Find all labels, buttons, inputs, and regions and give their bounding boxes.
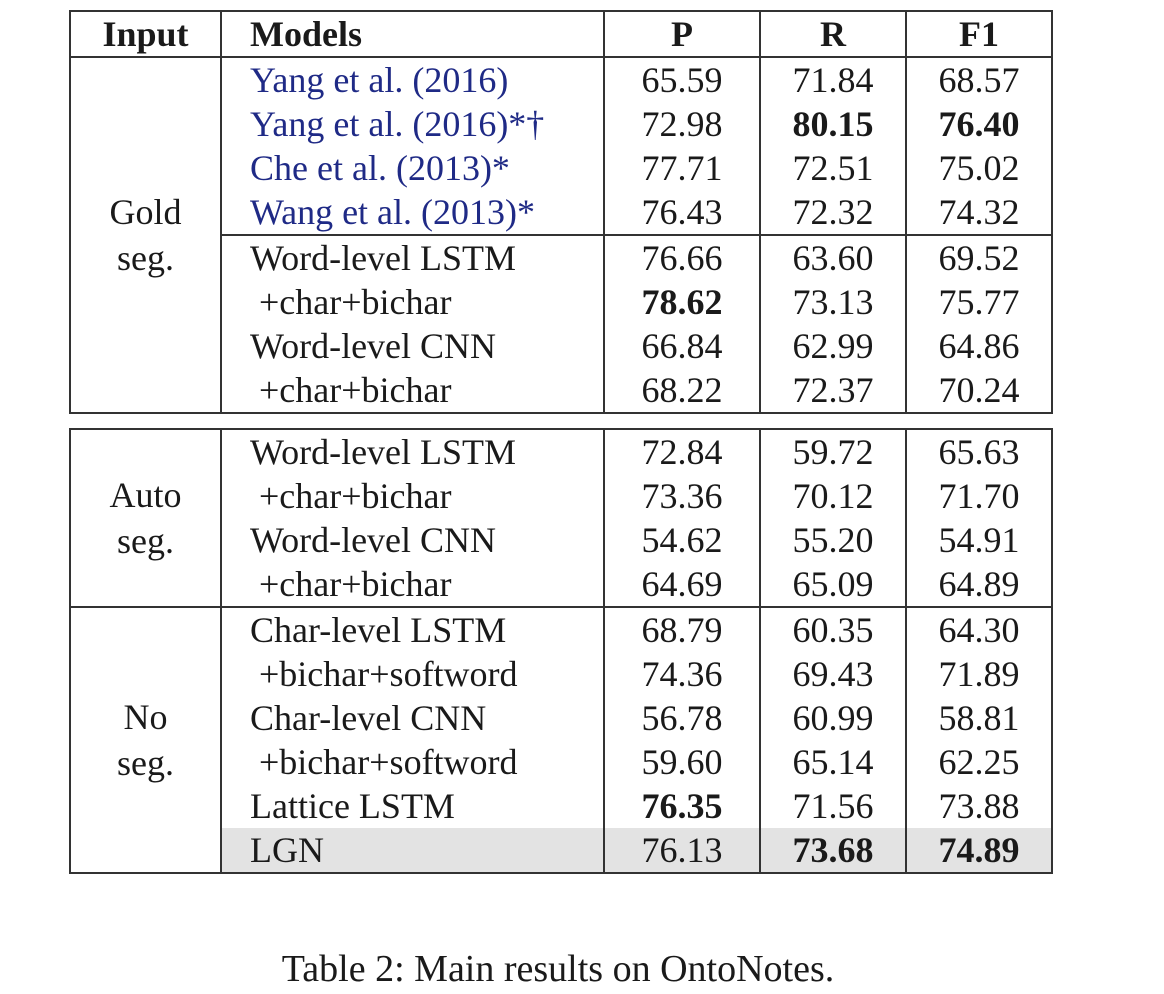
model-cell: Che et al. (2013)* [221,146,604,190]
model-cell: Word-level CNN [221,324,604,368]
r-cell: 60.99 [760,696,906,740]
table-caption: Table 2: Main results on OntoNotes. [281,948,835,990]
model-cell: +char+bichar [221,474,604,518]
p-cell: 78.62 [604,280,760,324]
p-cell: 76.13 [604,828,760,873]
input-label: seg. [117,521,174,561]
p-cell: 76.43 [604,190,760,235]
model-cell: Word-level CNN [221,518,604,562]
f1-cell: 69.52 [906,235,1052,280]
r-cell: 65.09 [760,562,906,607]
input-label: No [123,697,168,737]
r-cell: 59.72 [760,429,906,474]
f1-cell: 71.70 [906,474,1052,518]
r-cell: 71.84 [760,57,906,102]
r-cell: 72.51 [760,146,906,190]
header-p: P [604,11,760,57]
header-models: Models [221,11,604,57]
r-cell: 70.12 [760,474,906,518]
p-cell: 72.98 [604,102,760,146]
table-row [70,57,1052,102]
input-label: seg. [117,238,174,278]
f1-cell: 71.89 [906,652,1052,696]
r-cell: 73.68 [760,828,906,873]
f1-cell: 74.32 [906,190,1052,235]
f1-cell: 75.77 [906,280,1052,324]
p-cell: 65.59 [604,57,760,102]
input-label: seg. [117,743,174,783]
input-cell-gold [70,57,221,413]
results-table-auto-noseg [69,428,1053,874]
f1-cell: 70.24 [906,368,1052,413]
input-label: Gold [109,192,182,232]
p-cell: 73.36 [604,474,760,518]
model-cell: +char+bichar [221,562,604,607]
f1-cell: 64.89 [906,562,1052,607]
f1-cell: 65.63 [906,429,1052,474]
p-cell: 77.71 [604,146,760,190]
model-cell: Wang et al. (2013)* [221,190,604,235]
r-cell: 80.15 [760,102,906,146]
f1-cell: 76.40 [906,102,1052,146]
p-cell: 76.35 [604,784,760,828]
model-cell: +char+bichar [221,280,604,324]
p-cell: 59.60 [604,740,760,784]
r-cell: 55.20 [760,518,906,562]
model-cell: LGN [221,828,604,873]
f1-cell: 73.88 [906,784,1052,828]
r-cell: 63.60 [760,235,906,280]
r-cell: 60.35 [760,607,906,652]
r-cell: 62.99 [760,324,906,368]
header-row [70,11,1052,57]
model-cell: Word-level LSTM [221,235,604,280]
model-cell: Word-level LSTM [221,429,604,474]
results-table-gold [69,10,1053,414]
table-row [70,607,1052,652]
model-cell: Char-level CNN [221,696,604,740]
model-cell: Yang et al. (2016) [221,57,604,102]
table-row [70,429,1052,474]
header-r: R [760,11,906,57]
r-cell: 72.32 [760,190,906,235]
r-cell: 69.43 [760,652,906,696]
p-cell: 68.22 [604,368,760,413]
f1-cell: 68.57 [906,57,1052,102]
r-cell: 72.37 [760,368,906,413]
f1-cell: 64.86 [906,324,1052,368]
p-cell: 56.78 [604,696,760,740]
model-cell: +bichar+softword [221,652,604,696]
f1-cell: 75.02 [906,146,1052,190]
f1-cell: 54.91 [906,518,1052,562]
input-cell-auto [70,429,221,607]
p-cell: 66.84 [604,324,760,368]
input-cell-noseg [70,607,221,873]
header-f1: F1 [906,11,1052,57]
f1-cell: 74.89 [906,828,1052,873]
f1-cell: 64.30 [906,607,1052,652]
model-cell: Char-level LSTM [221,607,604,652]
p-cell: 74.36 [604,652,760,696]
p-cell: 54.62 [604,518,760,562]
r-cell: 71.56 [760,784,906,828]
f1-cell: 62.25 [906,740,1052,784]
r-cell: 65.14 [760,740,906,784]
f1-cell: 58.81 [906,696,1052,740]
p-cell: 64.69 [604,562,760,607]
model-cell: +char+bichar [221,368,604,413]
model-cell: Lattice LSTM [221,784,604,828]
model-cell: +bichar+softword [221,740,604,784]
p-cell: 76.66 [604,235,760,280]
r-cell: 73.13 [760,280,906,324]
p-cell: 72.84 [604,429,760,474]
header-input: Input [70,11,221,57]
input-label: Auto [109,475,182,515]
model-cell: Yang et al. (2016)*† [221,102,604,146]
p-cell: 68.79 [604,607,760,652]
